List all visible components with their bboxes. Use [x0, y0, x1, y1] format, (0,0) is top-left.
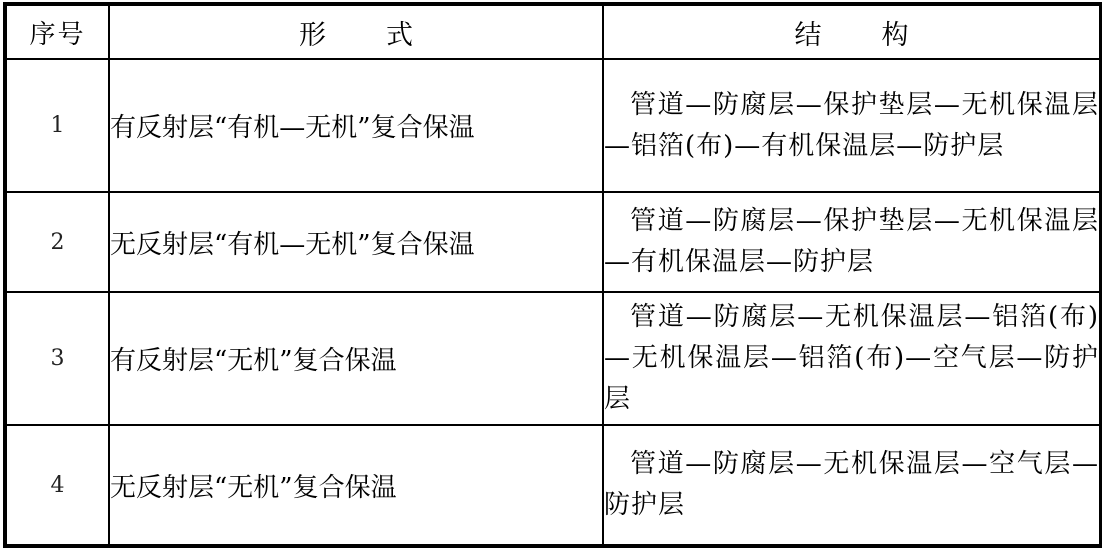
header-number: 序号: [5, 4, 109, 59]
row-number: 4: [5, 425, 109, 546]
row-number: 3: [5, 292, 109, 425]
row-structure: 管道—防腐层—保护垫层—无机保温层—有机保温层—防护层: [603, 192, 1101, 292]
header-form: 形式: [109, 4, 603, 59]
table-row: [5, 425, 1101, 546]
table-row: [5, 192, 1101, 292]
row-form: 无反射层“有机—无机”复合保温: [109, 192, 603, 292]
table-row: [5, 292, 1101, 425]
row-number: 1: [5, 59, 109, 192]
row-structure: 管道—防腐层—保护垫层—无机保温层—铝箔(布)—有机保温层—防护层: [603, 59, 1101, 192]
header-row: [5, 4, 1101, 59]
row-number: 2: [5, 192, 109, 292]
table-row: [5, 59, 1101, 192]
row-form: 无反射层“无机”复合保温: [109, 425, 603, 546]
header-structure: 结构: [603, 4, 1101, 59]
row-structure: 管道—防腐层—无机保温层—空气层—防护层: [603, 425, 1101, 546]
row-structure: 管道—防腐层—无机保温层—铝箔(布)—无机保温层—铝箔(布)—空气层—防护层: [603, 292, 1101, 425]
row-form: 有反射层“有机—无机”复合保温: [109, 59, 603, 192]
insulation-structure-table: [3, 2, 1102, 548]
row-form: 有反射层“无机”复合保温: [109, 292, 603, 425]
